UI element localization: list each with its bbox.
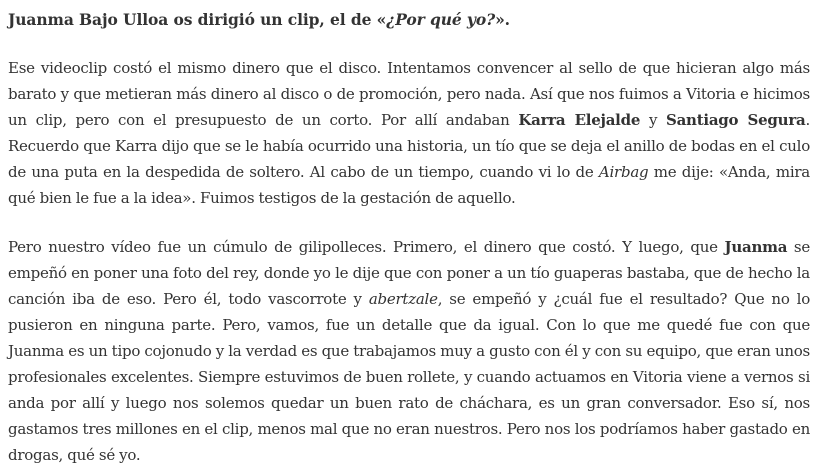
term-abertzale: abertzale (368, 289, 438, 308)
paragraph-text: y (640, 111, 666, 130)
film-title-airbag: Airbag (598, 163, 649, 182)
section-heading (8, 7, 810, 33)
paragraph-text: se empeñó en poner una foto del rey, donde yo le dije que con poner a un tío guaperas bastaba, que de hecho la canción iba de eso. Pero él, todo vascorrote y (8, 237, 810, 308)
paragraph-text: Pero nuestro vídeo fue un cúmulo de gilipolleces. Primero, el dinero que costó. Y luego, que (8, 237, 725, 256)
paragraph-text: , se empeñó y ¿cuál fue el resultado? Que no lo pusieron en ninguna parte. Pero, vamos, fue un detalle que da igual. Con lo que me quedé fue con que Juanma es un tipo cojonudo y la verdad es que trabajamos muy a gusto con él y con su equipo, que eran unos profesionales excelentes. Siempre estuvimos de buen rollete, y cuando actuamos en Vitoria viene a vernos si anda por allí y luego nos solemos quedar un buen rato de cháchara, es un gran conversador. Eso sí, nos gastamos tres millones en el clip, menos mal que no eran nuestros. Pero nos los podríamos haber gastado en drogas, qué sé yo. (8, 289, 810, 465)
paragraph-text: Ese videoclip costó el mismo dinero que el disco. Intentamos convencer al sello de que hicieran algo más barato y que metieran más dinero al disco o de promoción, pero nada. Así que nos fuimos a Vitoria e hicimos un clip, pero con el presupuesto de un corto. Por allí andaban (8, 59, 810, 130)
article-body (0, 7, 810, 468)
name-juanma: Juanma (724, 237, 788, 256)
song-title: ¿Por qué yo? (386, 10, 496, 29)
paragraph-text: me dije: «Anda, mira qué bien le fue a la idea». Fuimos testigos de la gestación de aquello. (8, 163, 810, 208)
heading-text-end: ». (495, 10, 510, 29)
heading-text-start: Juanma Bajo Ulloa os dirigió un clip, el de « (8, 10, 387, 29)
paragraph-text: . Recuerdo que Karra dijo que se le había ocurrido una historia, un tío que se deja el anillo de bodas en el culo de una puta en la despedida de soltero. Al cabo de un tiempo, cuando vi lo de (8, 111, 810, 182)
paragraph-videoclip-cost (8, 55, 810, 212)
name-santiago-segura: Santiago Segura (666, 111, 806, 130)
name-karra-elejalde: Karra Elejalde (518, 111, 641, 130)
paragraph-video-result (8, 234, 810, 469)
